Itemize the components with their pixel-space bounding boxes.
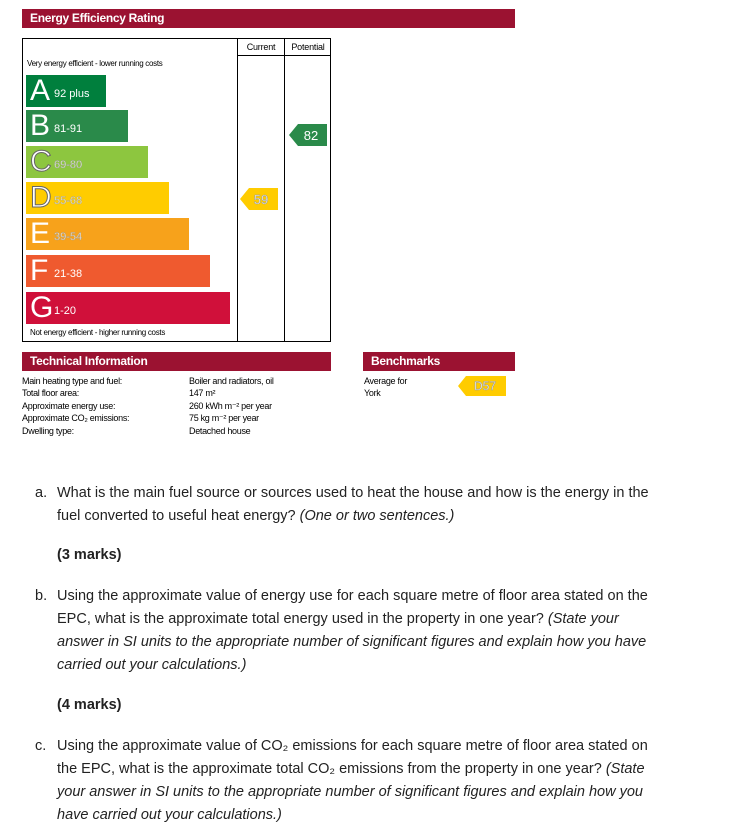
tech-value: Boiler and radiators, oil <box>189 376 274 386</box>
question-a-text: What is the main fuel source or sources used to heat the house and how is the energy in the fuel converted to useful heat energy? <box>57 485 649 524</box>
current-rating-value: 59 <box>253 191 269 207</box>
question-a-hint: (One or two sentences.) <box>299 508 455 524</box>
col-current-label: Current <box>246 42 276 52</box>
band-letter: B <box>30 109 51 142</box>
potential-rating-value: 82 <box>303 127 319 143</box>
header-rule <box>237 55 330 56</box>
band-d <box>26 182 169 214</box>
tech-label: Approximate energy use: <box>22 401 116 411</box>
band-b <box>26 110 128 142</box>
question-b-letter: b. <box>35 588 48 604</box>
top-note: Very energy efficient - lower running costs <box>27 59 163 68</box>
tech-value: Detached house <box>189 426 251 436</box>
band-f <box>26 255 210 287</box>
tech-label: Main heating type and fuel: <box>22 376 122 386</box>
band-letter: D <box>30 181 52 214</box>
band-range: 81-91 <box>54 123 83 135</box>
benchmark-value: D57 <box>473 379 496 393</box>
question-c-letter: c. <box>35 738 47 754</box>
question-c <box>57 735 657 827</box>
epc-title: Energy Efficiency Rating <box>22 9 515 28</box>
tech-value: 260 kWh m⁻² per year <box>189 401 272 411</box>
question-b <box>57 585 657 677</box>
band-e <box>26 218 189 250</box>
band-letter: C <box>30 145 52 178</box>
question-b-marks: (4 marks) <box>57 697 122 713</box>
tech-label: Dwelling type: <box>22 426 74 436</box>
band-letter: A <box>30 74 51 107</box>
benchmark-label-line1: Average for <box>364 376 408 386</box>
benchmark-label-line2: York <box>364 388 381 398</box>
band-letter: E <box>30 217 51 250</box>
question-b-text: Using the approximate value of energy use for each square metre of floor area stated on the EPC, what is the approximate total energy used in the property in one year? <box>57 588 648 627</box>
divider-potential <box>284 39 285 341</box>
tech-label: Approximate CO₂ emissions: <box>22 413 130 423</box>
benchmarks-title: Benchmarks <box>363 352 515 371</box>
question-a <box>57 482 657 528</box>
band-range: 1-20 <box>54 305 77 317</box>
tech-value: 147 m² <box>189 388 216 398</box>
band-range: 39-54 <box>54 231 83 243</box>
band-range: 55-68 <box>54 195 83 207</box>
question-a-marks: (3 marks) <box>57 547 122 563</box>
band-letter: F <box>30 254 49 287</box>
question-c-text: Using the approximate value of CO₂ emissions for each square metre of floor area stated on the EPC, what is the approximate total CO₂ emissions from the property in one year? <box>57 738 648 777</box>
question-a-letter: a. <box>35 485 48 501</box>
band-g <box>26 292 230 324</box>
question-b-hint: (State your answer in SI units to the appropriate number of significant figures and explain how you have carried out your calculations.) <box>57 611 647 673</box>
col-potential-label: Potential <box>291 42 325 52</box>
band-range: 69-80 <box>54 159 83 171</box>
bottom-note: Not energy efficient - higher running costs <box>30 328 166 337</box>
tech-value: 75 kg m⁻² per year <box>189 413 259 423</box>
technical-title: Technical Information <box>22 352 331 371</box>
question-c-hint: (State your answer in SI units to the appropriate number of significant figures and explain how you have carried out your calculations.) <box>57 761 645 823</box>
tech-label: Total floor area: <box>22 388 79 398</box>
band-c <box>26 146 148 178</box>
band-range: 21-38 <box>54 268 83 280</box>
divider-current <box>237 39 238 341</box>
band-a <box>26 75 106 107</box>
band-letter: G <box>30 291 54 324</box>
band-range: 92 plus <box>54 88 90 100</box>
